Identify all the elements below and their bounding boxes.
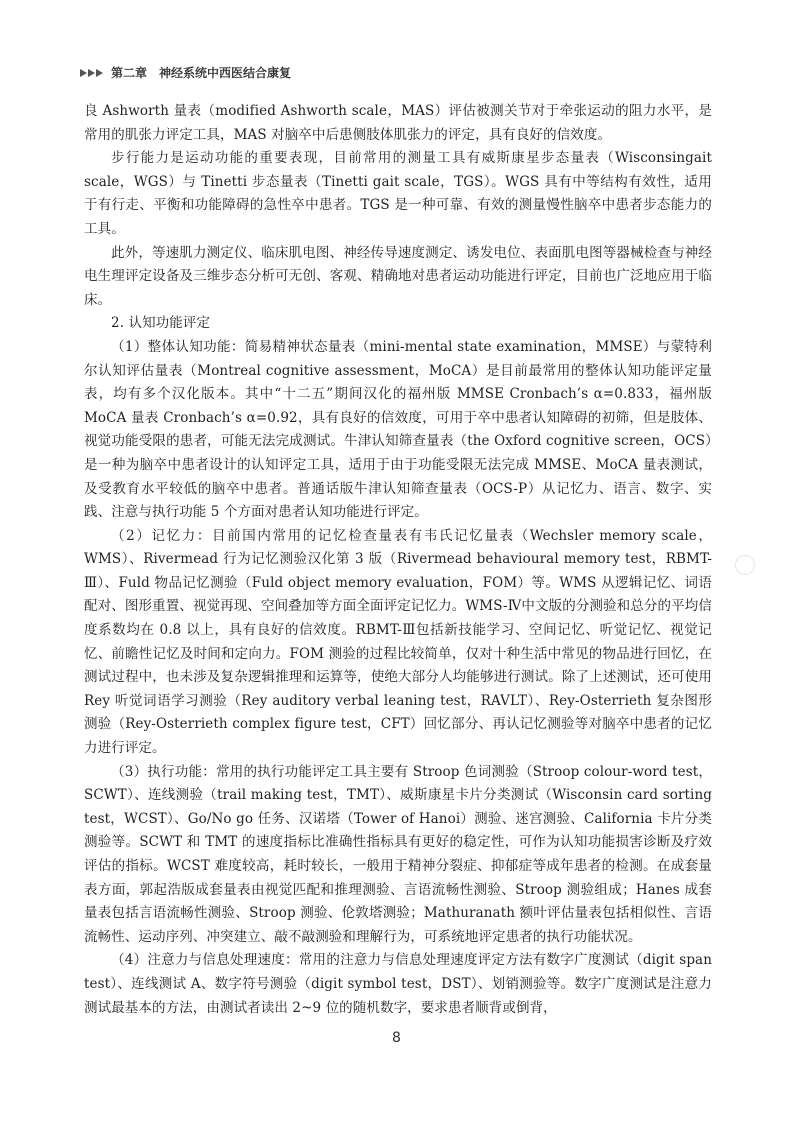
header-arrow-marks-icon (80, 69, 103, 77)
margin-watermark-icon (735, 555, 755, 575)
paragraph: （4）注意力与信息处理速度：常用的注意力与信息处理速度评定方法有数字广度测试（digit span test）、连线测试 A、数字符号测验（digit symbol test，DST）、划销测验等。数字广度测试是注意力测试最基本的方法，由测试者读出 2~9 位的随机数字，要求患者顺背或倒背， (84, 952, 712, 1016)
paragraph: （2）记忆力：目前国内常用的记忆检查量表有韦氏记忆量表（Wechsler memory scale，WMS）、Rivermead 行为记忆测验汉化第 3 版（Rivermead behavioural memory test，RBMT-Ⅲ）、Fuld 物品记忆测验（Fuld object memory evaluation，FOM）等。WMS 从逻辑记忆、词语配对、图形重置、视觉再现、空间叠加等方面全面评定记忆力。WMS-Ⅳ中文版的分测验和总分的平均信度系数均在 0.8 以上，具有良好的信效度。RBMT-Ⅲ包括新技能学习、空间记忆、听觉记忆、视觉记忆、前瞻性记忆及时间和定向力。FOM 测验的过程比较简单，仅对十种生活中常见的物品进行回忆，在测试过程中，也未涉及复杂逻辑推理和运算等，使绝大部分人均能够进行测试。除了上述测试，还可使用 Rey 听觉词语学习测验（Rey auditory verbal leaning test，RAVLT）、Rey-Osterrieth 复杂图形测验（Rey-Osterrieth complex figure test，CFT）回忆部分、再认记忆测验等对脑卒中患者的记忆力进行评定。 (84, 527, 712, 757)
paragraph: 步行能力是运动功能的重要表现，目前常用的测量工具有威斯康星步态量表（Wisconsingait scale，WGS）与 Tinetti 步态量表（Tinetti gait scale，TGS）。WGS 具有中等结构有效性，适用于有行走、平衡和功能障碍的急性卒中患者。TGS 是一种可靠、有效的测量慢性脑卒中患者步态能力的工具。 (84, 150, 712, 237)
page-number: 8 (392, 1030, 401, 1046)
section-heading: 2. 认知功能评定 (111, 315, 211, 332)
paragraph: 良 Ashworth 量表（modified Ashworth scale，MAS）评估被测关节对于牵张运动的阻力水平，是常用的肌张力评定工具，MAS 对脑卒中后患侧肢体肌张力的评定，具有良好的信效度。 (84, 103, 712, 143)
chapter-label: 第二章 (111, 66, 148, 80)
paragraph: （1）整体认知功能：简易精神状态量表（mini-mental state examination，MMSE）与蒙特利尔认知评估量表（Montreal cognitive assessment，MoCA）是目前最常用的整体认知功能评定量表，均有多个汉化版本。其中“十二五”期间汉化的福州版 MMSE Cronbach’s α=0.833，福州版 MoCA 量表 Cronbach’s α=0.92，具有良好的信效度，可用于卒中患者认知障碍的初筛，但是肢体、视觉功能受限的患者，可能无法完成测试。牛津认知筛查量表（the Oxford cognitive screen，OCS）是一种为脑卒中患者设计的认知评定工具，适用于由于功能受限无法完成 MMSE、MoCA 量表测试，及受教育水平较低的脑卒中患者。普通话版牛津认知筛查量表（OCS-P）从记忆力、语言、数字、实践、注意与执行功能 5 个方面对患者认知功能进行评定。 (84, 338, 712, 521)
paragraph: 此外，等速肌力测定仪、临床肌电图、神经传导速度测定、诱发电位、表面肌电图等器械检查与神经电生理评定设备及三维步态分析可无创、客观、精确地对患者运动功能进行评定，目前也广泛地应用于临床。 (84, 244, 712, 308)
body-text (84, 100, 712, 1020)
running-header (80, 64, 291, 81)
chapter-title: 神经系统中西医结合康复 (159, 66, 292, 80)
paragraph: （3）执行功能：常用的执行功能评定工具主要有 Stroop 色词测验（Stroop colour-word test，SCWT）、连线测验（trail making test，TMT）、威斯康星卡片分类测试（Wisconsin card sorting test，WCST）、Go/No go 任务、汉诺塔（Tower of Hanoi）测验、迷宫测验、California 卡片分类测验等。SCWT 和 TMT 的速度指标比准确性指标具有更好的稳定性，可作为认知功能损害诊断及疗效评估的指标。WCST 难度较高，耗时较长，一般用于精神分裂症、抑郁症等成年患者的检测。在成套量表方面，郭起浩版成套量表由视觉匹配和推理测验、言语流畅性测验、Stroop 测验组成；Hanes 成套量表包括言语流畅性测验、Stroop 测验、伦敦塔测验；Mathuranath 额叶评估量表包括相似性、言语流畅性、运动序列、冲突建立、敲不敲测验和理解行为，可系统地评定患者的执行功能状况。 (84, 763, 712, 945)
